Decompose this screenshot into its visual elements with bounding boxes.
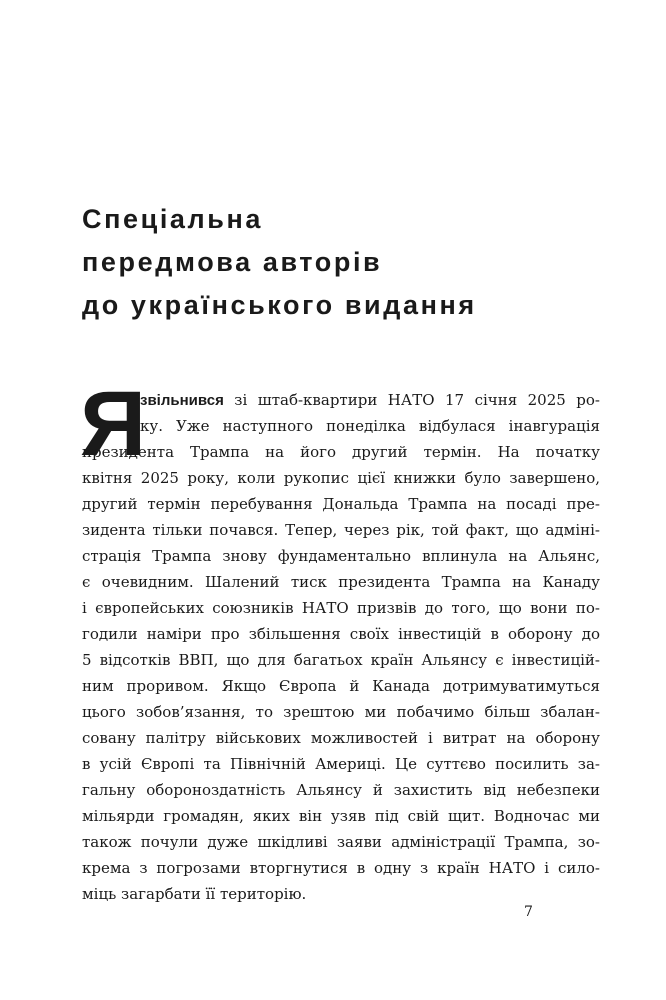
lead-word: звільнився bbox=[140, 392, 224, 409]
body-line: крема з погрозами вторгнутися в одну з країн НАТО і сило- bbox=[82, 859, 600, 877]
body-line: годили наміри про збільшення своїх інвестицій в оборону до bbox=[82, 625, 600, 643]
chapter-title-line: Спеціальна bbox=[82, 204, 264, 234]
body-paragraph bbox=[82, 387, 600, 907]
body-line: совану палітру військових можливостей і витрат на оборону bbox=[82, 729, 600, 747]
body-line: цього зобов’язання, то зрештою ми побачимо більш збалан- bbox=[82, 703, 600, 721]
drop-cap: Я bbox=[80, 373, 147, 475]
body-line: мільярди громадян, яких він узяв під свій щит. Водночас ми bbox=[82, 807, 600, 825]
body-line: квітня 2025 року, коли рукопис цієї книжки було завершено, bbox=[82, 469, 600, 487]
page-number: 7 bbox=[524, 904, 533, 920]
body-line-text: зі штаб-квартири НАТО 17 січня 2025 ро- bbox=[223, 391, 600, 409]
body-line: є очевидним. Шалений тиск президента Трампа на Канаду bbox=[82, 573, 600, 591]
body-line: міць загарбати її територію. bbox=[82, 885, 307, 903]
body-line: президента Трампа на його другий термін. На початку bbox=[82, 443, 600, 461]
body-line: зидента тільки почався. Тепер, через рік, той факт, що адміні- bbox=[82, 521, 600, 539]
body-line: і європейських союзників НАТО призвів до того, що вони по- bbox=[82, 599, 600, 617]
chapter-title-line: до українського видання bbox=[82, 290, 477, 320]
body-line: також почули дуже шкідливі заяви адміністрації Трампа, зо- bbox=[82, 833, 600, 851]
body-line: гальну обороноздатність Альянсу й захистить від небезпеки bbox=[82, 781, 600, 799]
chapter-title bbox=[82, 198, 602, 327]
body-line: другий термін перебування Дональда Трампа на посаді пре- bbox=[82, 495, 600, 513]
chapter-title-line: передмова авторів bbox=[82, 247, 383, 277]
body-line: 5 відсотків ВВП, що для багатьох країн Альянсу є інвестицій- bbox=[82, 651, 600, 669]
body-line bbox=[140, 387, 600, 413]
body-line: ку. Уже наступного понеділка відбулася інавгурація bbox=[140, 417, 600, 435]
body-line: в усій Європі та Північній Америці. Це суттєво посилить за- bbox=[82, 755, 600, 773]
body-line: ним проривом. Якщо Європа й Канада дотримуватимуться bbox=[82, 677, 600, 695]
body-line: страція Трампа знову фундаментально вплинула на Альянс, bbox=[82, 547, 600, 565]
